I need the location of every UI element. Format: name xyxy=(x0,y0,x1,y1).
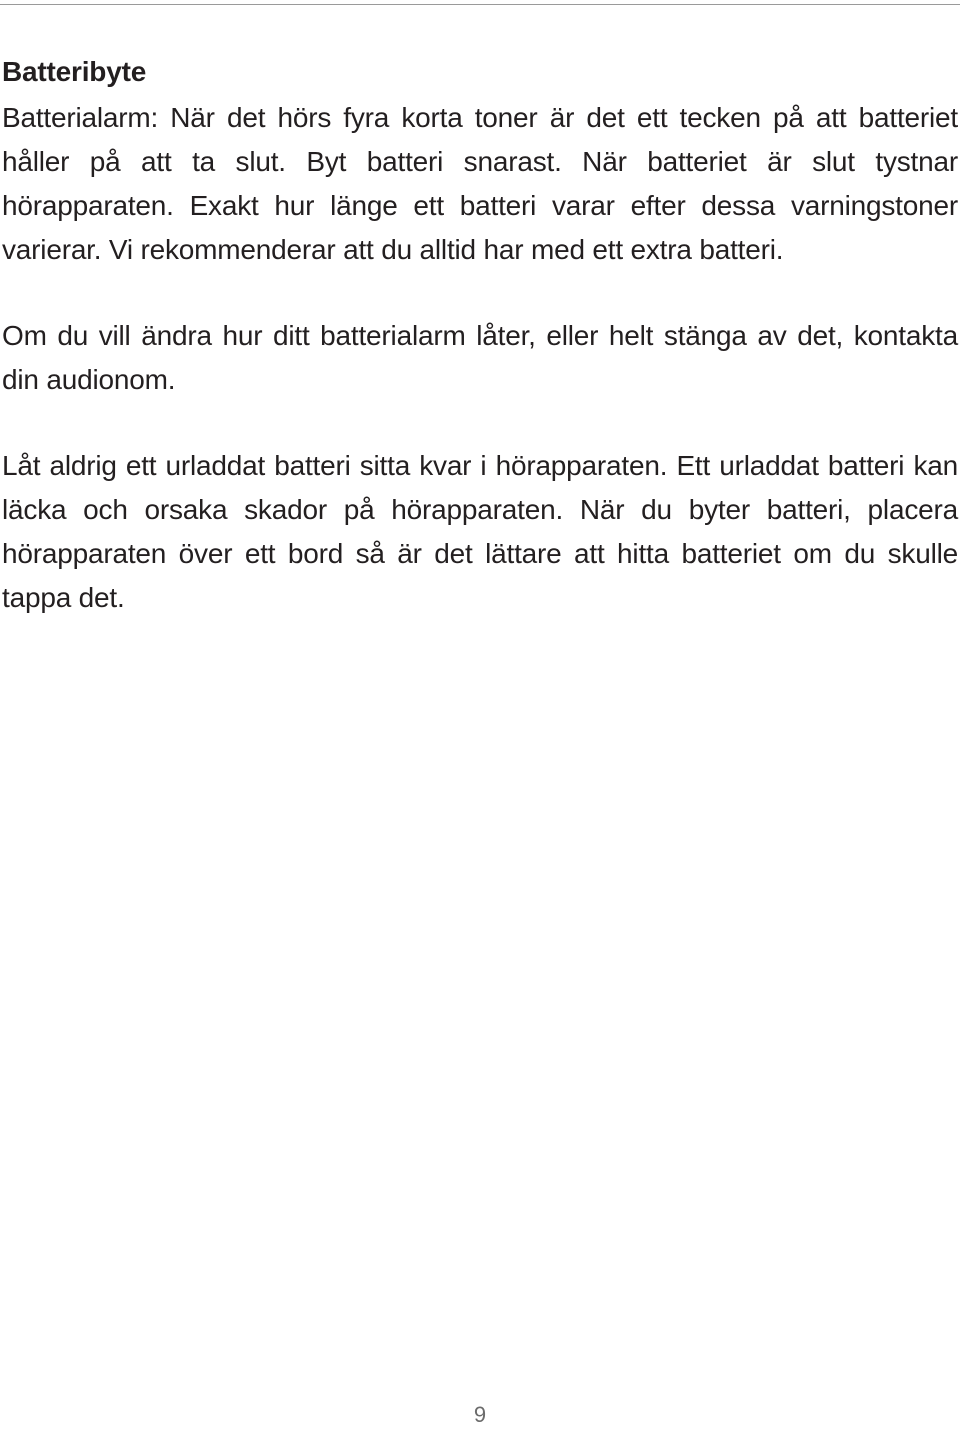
paragraph-discharged-battery: Låt aldrig ett urladdat batteri sitta kvar i hörapparaten. Ett urladdat batteri kan läcka och orsaka skador på hörapparaten. När du byter batteri, placera hörapparaten över ett bord så är det lättare att hitta batteriet om du skulle tappa det. xyxy=(2,450,958,613)
paragraph-battery-alarm: Batterialarm: När det hörs fyra korta toner är det ett tecken på att batteriet håller på att ta slut. Byt batteri snarast. När batteriet är slut tystnar hörapparaten. Exakt hur länge ett batteri varar efter dessa varningstoner varierar. Vi rekommenderar att du alltid har med ett extra batteri. xyxy=(2,102,958,265)
paragraph-change-alarm: Om du vill ändra hur ditt batterialarm låter, eller helt stänga av det, kontakta din audionom. xyxy=(2,320,958,395)
page-content xyxy=(2,50,958,620)
section-heading: Batteribyte xyxy=(2,56,147,87)
top-divider xyxy=(0,4,960,5)
page-number: 9 xyxy=(473,1402,487,1427)
